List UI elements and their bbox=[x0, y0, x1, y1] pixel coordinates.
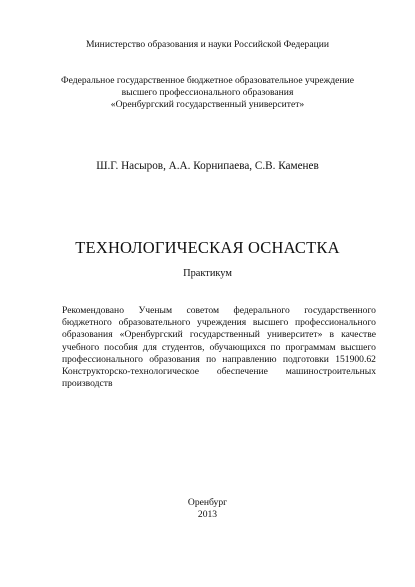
institution-line-3: «Оренбургский государственный университет» bbox=[110, 99, 305, 110]
recommendation-line: учебного пособия для студентов, обучающихся по программам высшего bbox=[62, 341, 376, 353]
publication-year: 2013 bbox=[197, 509, 218, 520]
recommendation-line: производств bbox=[62, 378, 113, 390]
authors: Ш.Г. Насыров, А.А. Корнипаева, С.В. Каменев bbox=[96, 160, 319, 172]
document-title: ТЕХНОЛОГИЧЕСКАЯ ОСНАСТКА bbox=[75, 238, 340, 257]
publication-city: Оренбург bbox=[187, 497, 228, 508]
recommendation-line: Конструкторско-технологическое обеспечение машиностроительных bbox=[62, 365, 376, 377]
recommendation-line: Рекомендовано Ученым советом федерального государственного bbox=[62, 305, 376, 316]
institution-line-2: высшего профессионального образования bbox=[121, 87, 294, 98]
institution-line-1: Федеральное государственное бюджетное образовательное учреждение bbox=[61, 75, 354, 86]
ministry-name: Министерство образования и науки Российской Федерации bbox=[86, 39, 329, 50]
recommendation-line: профессионального образования по направлению подготовки 151900.62 bbox=[62, 353, 376, 365]
recommendation-paragraph bbox=[62, 305, 376, 390]
document-subtitle: Практикум bbox=[183, 268, 232, 279]
recommendation-line: образования «Оренбургский государственный университет» в качестве bbox=[62, 329, 376, 341]
recommendation-line: бюджетного образовательного учреждения высшего профессионального bbox=[62, 317, 376, 329]
